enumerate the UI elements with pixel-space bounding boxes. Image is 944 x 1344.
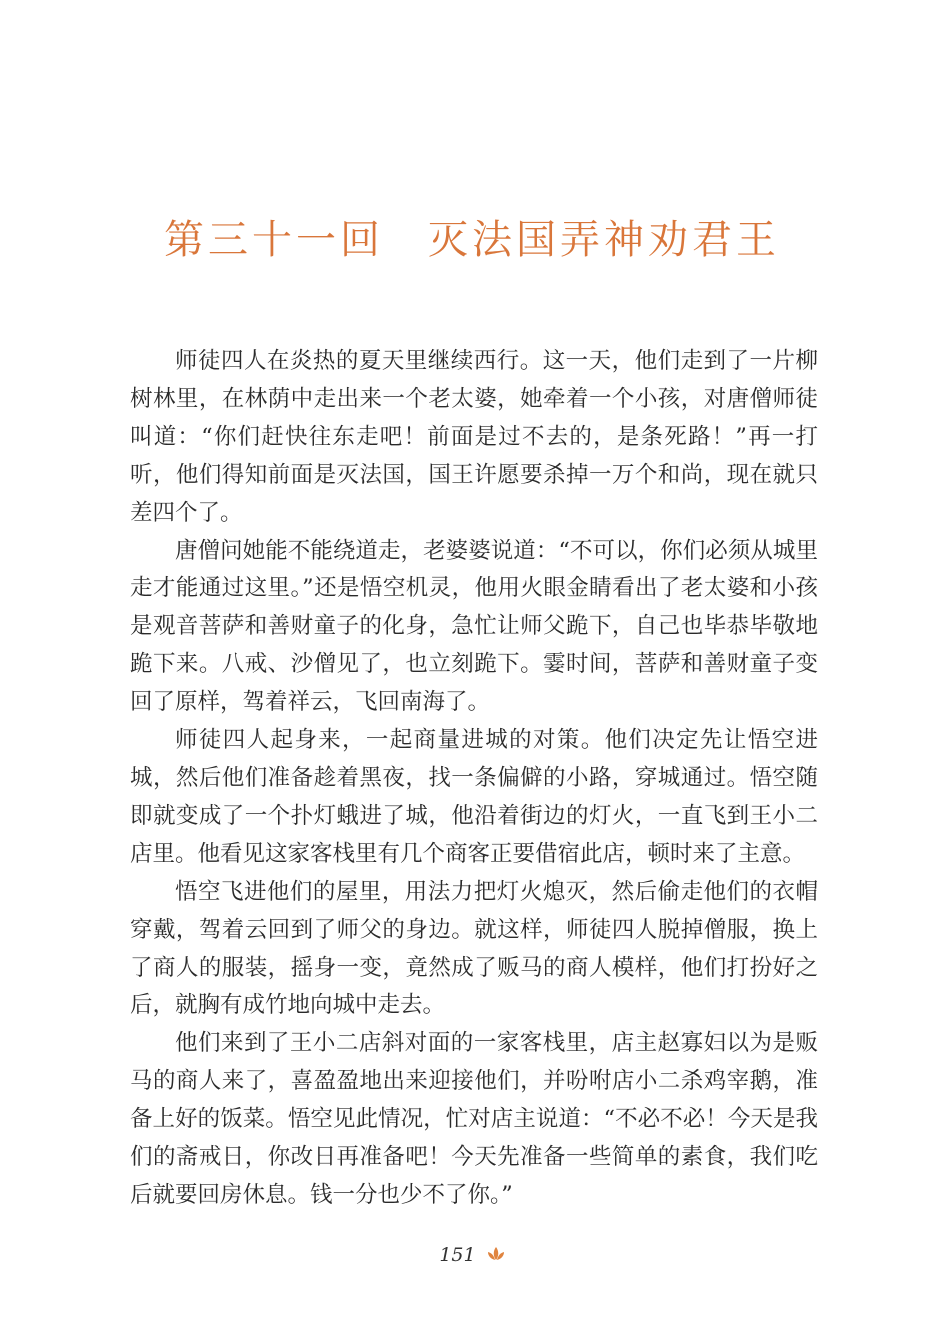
paragraph: 悟空飞进他们的屋里，用法力把灯火熄灭，然后偷走他们的衣帽穿戴，驾着云回到了师父的身边。就这样，师徒四人脱掉僧服，换上了商人的服装，摇身一变，竟然成了贩马的商人模样，他们打扮好之后，就胸有成竹地向城中走去。 (130, 878, 818, 1019)
chapter-body (130, 343, 818, 1215)
page-number: 151 (439, 1244, 476, 1266)
chapter-title: 第三十一回 灭法国弄神劝君王 (164, 217, 780, 263)
paragraph: 师徒四人在炎热的夏天里继续西行。这一天，他们走到了一片柳树林里，在林荫中走出来一个老太婆，她牵着一个小孩，对唐僧师徒叫道：“你们赶快往东走吧！前面是过不去的，是条死路！”再一打听，他们得知前面是灭法国，国王许愿要杀掉一万个和尚，现在就只差四个了。 (130, 348, 818, 526)
leaf-ornament-icon (487, 1245, 505, 1265)
paragraph: 师徒四人起身来，一起商量进城的对策。他们决定先让悟空进城，然后他们准备趁着黑夜，找一条偏僻的小路，穿城通过。悟空随即就变成了一个扑灯蛾进了城，他沿着街边的灯火，一直飞到王小二店里。他看见这家客栈里有几个商客正要借宿此店，顿时来了主意。 (130, 727, 818, 867)
paragraph: 他们来到了王小二店斜对面的一家客栈里，店主赵寡妇以为是贩马的商人来了，喜盈盈地出来迎接他们，并吩咐店小二杀鸡宰鹅，准备上好的饭菜。悟空见此情况，忙对店主说道：“不必不必！今天是我们的斋戒日，你改日再准备吧！今天先准备一些简单的素食，我们吃后就要回房休息。钱一分也少不了你。” (130, 1030, 818, 1208)
paragraph: 唐僧问她能不能绕道走，老婆婆说道：“不可以，你们必须从城里走才能通过这里。”还是悟空机灵，他用火眼金睛看出了老太婆和小孩是观音菩萨和善财童子的化身，急忙让师父跪下，自己也毕恭毕敬地跪下来。八戒、沙僧见了，也立刻跪下。霎时间，菩萨和善财童子变回了原样，驾着祥云，飞回南海了。 (130, 537, 818, 716)
page-footer (0, 1244, 944, 1266)
